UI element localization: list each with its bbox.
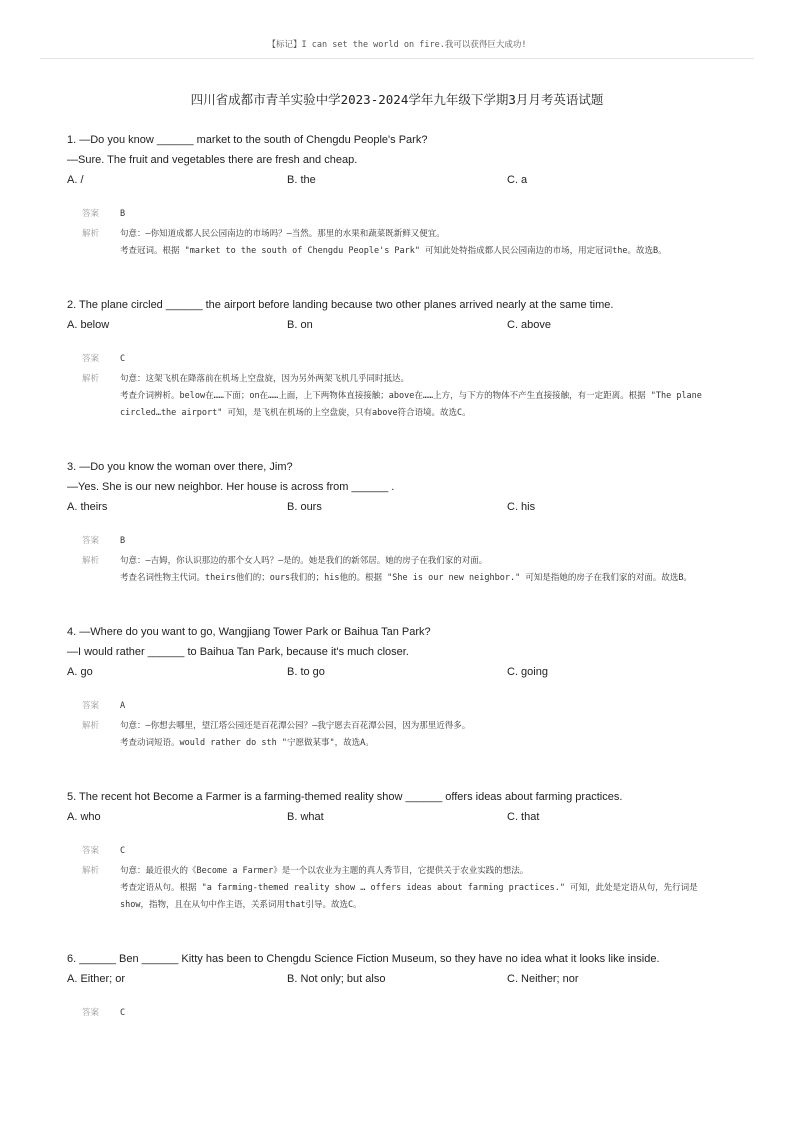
question-stem-line: —Sure. The fruit and vegetables there are fresh and cheap. bbox=[67, 154, 358, 166]
analysis-label: 解析 bbox=[82, 556, 100, 566]
question-stem-line: 2. The plane circled ______ the airport before landing because two other planes arrived nearly at the same time. bbox=[67, 299, 614, 311]
question-5 bbox=[67, 787, 727, 914]
analysis-label: 解析 bbox=[82, 229, 100, 239]
analysis-label: 解析 bbox=[82, 866, 100, 876]
option-c: C. going bbox=[507, 666, 548, 678]
answer-row bbox=[82, 531, 727, 551]
answer-value: C bbox=[120, 1008, 126, 1018]
question-stem-line: 5. The recent hot Become a Farmer is a farming-themed reality show ______ offers ideas about farming practices. bbox=[67, 791, 623, 803]
question-stem-line: —Yes. She is our new neighbor. Her house is across from ______ . bbox=[67, 481, 395, 493]
answer-row bbox=[82, 1003, 727, 1023]
question-1 bbox=[67, 130, 727, 260]
option-c: C. above bbox=[507, 319, 552, 331]
options bbox=[67, 497, 727, 517]
answer-label: 答案 bbox=[82, 1008, 100, 1018]
option-a: A. who bbox=[67, 811, 101, 823]
answer-label: 答案 bbox=[82, 846, 100, 856]
analysis-line: 句意：—你知道成都人民公园南边的市场吗？—当然。那里的水果和蔬菜既新鲜又便宜。 bbox=[120, 229, 445, 239]
analysis-line: 句意：这架飞机在降落前在机场上空盘旋，因为另外两架飞机几乎同时抵达。 bbox=[120, 374, 410, 384]
answer-row bbox=[82, 349, 727, 369]
analysis-line: 考查动词短语。would rather do sth "宁愿做某事"，故选A。 bbox=[120, 738, 374, 748]
question-list bbox=[67, 130, 727, 1023]
option-a: A. / bbox=[67, 174, 84, 186]
analysis-line: 句意：最近很火的《Become a Farmer》是一个以农业为主题的真人秀节目，它提供关于农业实践的想法。 bbox=[120, 866, 529, 876]
answer-value: C bbox=[120, 846, 126, 856]
analysis-row bbox=[82, 371, 727, 422]
answer-row bbox=[82, 696, 727, 716]
analysis-line: 句意：—你想去哪里，望江塔公园还是百花潭公园？—我宁愿去百花潭公园，因为那里近得多。 bbox=[120, 721, 471, 731]
option-b: B. the bbox=[287, 174, 316, 186]
question-6 bbox=[67, 949, 727, 1023]
option-c: C. his bbox=[507, 501, 536, 513]
analysis-label: 解析 bbox=[82, 374, 100, 384]
question-stem-line: 1. —Do you know ______ market to the south of Chengdu People's Park? bbox=[67, 134, 428, 146]
question-stem-line: 3. —Do you know the woman over there, Jim? bbox=[67, 461, 293, 473]
analysis-row bbox=[82, 226, 727, 260]
question-2 bbox=[67, 295, 727, 422]
question-stem-line: —I would rather ______ to Baihua Tan Park, because it's much closer. bbox=[67, 646, 409, 658]
option-b: B. what bbox=[287, 811, 324, 823]
option-a: A. theirs bbox=[67, 501, 108, 513]
answer-value: B bbox=[120, 209, 126, 219]
option-a: A. go bbox=[67, 666, 93, 678]
analysis-line: 考查定语从句。根据 "a farming-themed reality show … offers ideas about farming practices." 可知，此处是定语从句，先行词是show，指物，且在从句中作主语，关系词用that引导。故选C。 bbox=[120, 883, 698, 910]
option-c: C. Neither; nor bbox=[507, 973, 579, 985]
analysis-line: 考查冠词。根据 "market to the south of Chengdu People's Park" 可知此处特指成都人民公园南边的市场，用定冠词the。故选B。 bbox=[120, 246, 667, 256]
options bbox=[67, 315, 727, 335]
question-3 bbox=[67, 457, 727, 587]
answer-row bbox=[82, 841, 727, 861]
options bbox=[67, 662, 727, 682]
question-stem-line: 6. ______ Ben ______ Kitty has been to Chengdu Science Fiction Museum, so they have no idea what it looks like inside. bbox=[67, 953, 660, 965]
question-stem-line: 4. —Where do you want to go, Wangjiang Tower Park or Baihua Tan Park? bbox=[67, 626, 431, 638]
options bbox=[67, 969, 727, 989]
analysis-label: 解析 bbox=[82, 721, 100, 731]
analysis-line: 句意：—吉姆，你认识那边的那个女人吗？—是的。她是我们的新邻居。她的房子在我们家的对面。 bbox=[120, 556, 488, 566]
option-c: C. that bbox=[507, 811, 540, 823]
header-note: 【标记】I can set the world on fire.我可以获得巨大成功! bbox=[267, 40, 527, 50]
option-b: B. to go bbox=[287, 666, 325, 678]
answer-row bbox=[82, 204, 727, 224]
page-title: 四川省成都市青羊实验中学2023-2024学年九年级下学期3月月考英语试题 bbox=[190, 92, 604, 107]
analysis-line: 考查名词性物主代词。theirs他们的；ours我们的；his他的。根据 "She is our new neighbor." 可知是指她的房子在我们家的对面。故选B。 bbox=[120, 573, 692, 583]
header-divider bbox=[40, 58, 754, 59]
analysis-row bbox=[82, 718, 727, 752]
analysis-row bbox=[82, 553, 727, 587]
analysis-row bbox=[82, 863, 727, 914]
answer-label: 答案 bbox=[82, 701, 100, 711]
option-c: C. a bbox=[507, 174, 528, 186]
options bbox=[67, 807, 727, 827]
options bbox=[67, 170, 727, 190]
answer-value: B bbox=[120, 536, 126, 546]
option-a: A. Either; or bbox=[67, 973, 126, 985]
answer-label: 答案 bbox=[82, 536, 100, 546]
option-b: B. Not only; but also bbox=[287, 973, 386, 985]
answer-label: 答案 bbox=[82, 209, 100, 219]
answer-label: 答案 bbox=[82, 354, 100, 364]
option-b: B. on bbox=[287, 319, 313, 331]
option-a: A. below bbox=[67, 319, 110, 331]
question-4 bbox=[67, 622, 727, 752]
analysis-line: 考查介词辨析。below在……下面；on在……上面，上下两物体直接接触；above在……上方，与下方的物体不产生直接接触，有一定距离。根据 "The plane circled…the airport" 可知，是飞机在机场的上空盘旋，只有above符合语境。故选C。 bbox=[120, 391, 702, 418]
answer-value: C bbox=[120, 354, 126, 364]
answer-value: A bbox=[120, 701, 126, 711]
option-b: B. ours bbox=[287, 501, 322, 513]
